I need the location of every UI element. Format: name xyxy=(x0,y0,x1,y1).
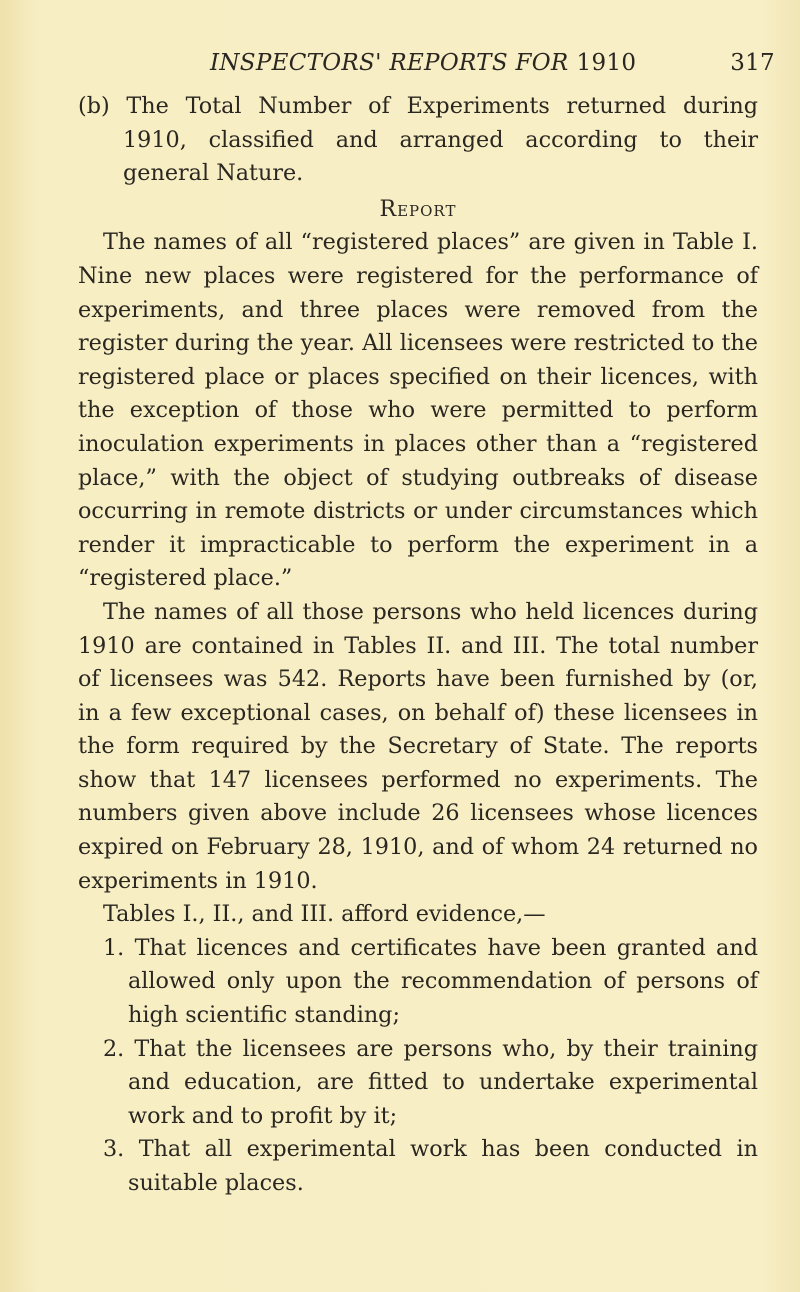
list-item-1: 1. That licences and certificates have been granted and allowed only upon the recommendation of persons of high scientific standing; xyxy=(103,934,758,1029)
header-year: 1910 xyxy=(576,50,637,76)
intro-paragraph: (b) The Total Number of Experiments returned during 1910, classified and arranged according to their general Nature. xyxy=(78,93,758,187)
running-header xyxy=(155,50,775,76)
section-heading: Report xyxy=(379,196,457,222)
paragraph-evidence: Tables I., II., and III. afford evidence,— xyxy=(103,901,546,928)
paragraph-registered-places: The names of all “registered places” are given in Table I. Nine new places were registered for the performance of experiments, and three places were removed from the register during the year. All licensees were restricted to the registered place or places specified on their licences, with the exception of those who were permitted to perform inoculation experiments in places other than a “registered place,” with the object of studying outbreaks of disease occurring in remote districts or under circumstances which render it impracticable to perform the experiment in a “registered place.” xyxy=(78,229,758,592)
list-item-3: 3. That all experimental work has been conducted in suitable places. xyxy=(103,1136,758,1196)
paragraph-licensees: The names of all those persons who held licences during 1910 are contained in Tables II. and III. The total number of licensees was 542. Reports have been furnished by (or, in a few exceptional cases, on behalf of) these licensees in the form required by the Secretary of State. The reports show that 147 licensees performed no experiments. The numbers given above include 26 licensees whose licences expired on February 28, 1910, and of whom 24 returned no experiments in 1910. xyxy=(78,598,758,894)
list-item-2: 2. That the licensees are persons who, by their training and education, are fitted to undertake experimental work and to profit by it; xyxy=(103,1035,758,1129)
header-title: INSPECTORS' REPORTS FOR xyxy=(210,50,569,76)
page-number: 317 xyxy=(730,50,775,76)
document-body xyxy=(78,90,758,1201)
